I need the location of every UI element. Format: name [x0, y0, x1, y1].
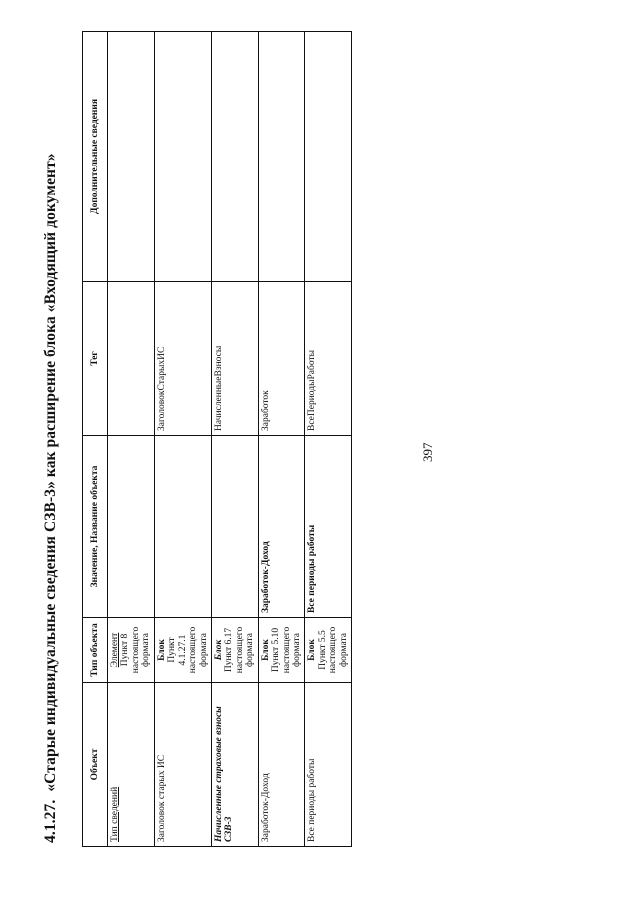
cell-object	[108, 683, 155, 847]
cell-additional	[108, 32, 155, 282]
cell-value	[154, 436, 211, 618]
type-kind: Блок	[260, 639, 271, 661]
cell-additional	[211, 32, 258, 282]
table-row	[154, 32, 211, 847]
cell-tag: ВсеПериодыРаботы	[305, 282, 352, 436]
cell-type	[211, 618, 258, 683]
cell-value: Все периоды работы	[305, 436, 352, 618]
cell-type	[305, 618, 352, 683]
cell-additional	[154, 32, 211, 282]
cell-object: Начисленные страховые взносы СЗВ-3	[211, 683, 258, 847]
table-header-row	[83, 32, 108, 847]
type-kind: Блок	[213, 639, 224, 661]
type-kind: Элемент	[110, 632, 120, 668]
type-kind: Блок	[307, 639, 318, 661]
cell-object: Заголовок старых ИС	[154, 683, 211, 847]
header-object: Объект	[83, 683, 108, 847]
cell-tag: Заработок	[258, 282, 305, 436]
section-heading	[42, 153, 60, 843]
cell-additional	[258, 32, 305, 282]
cell-value	[108, 436, 155, 618]
cell-tag: НачисленныеВзносы	[211, 282, 258, 436]
cell-additional	[305, 32, 352, 282]
table-row	[305, 32, 352, 847]
table-row	[108, 32, 155, 847]
cell-object: Заработок-Доход	[258, 683, 305, 847]
header-type: Тип объекта	[83, 618, 108, 683]
type-ref: Пункт 5.5 настоящего формата	[317, 626, 349, 674]
type-kind: Блок	[156, 639, 167, 661]
cell-value	[211, 436, 258, 618]
header-value: Значение, Название объекта	[83, 436, 108, 618]
header-additional: Дополнительные сведения	[83, 32, 108, 282]
table-row	[258, 32, 305, 847]
type-ref: Пункт 5.10 настоящего формата	[271, 626, 302, 674]
cell-tag: ЗаголовокСтарыхИС	[154, 282, 211, 436]
table-row	[211, 32, 258, 847]
type-ref: Пункт 4.1.27.1 настоящего формата	[167, 626, 209, 674]
cell-value: Заработок-Доход	[258, 436, 305, 618]
cell-type	[108, 618, 155, 683]
section-title: «Старые индивидуальные сведения СЗВ-3» как расширение блока «Входящий документ»	[42, 153, 59, 792]
cell-type	[258, 618, 305, 683]
page-number: 397	[420, 442, 435, 462]
objects-table	[82, 31, 352, 847]
section-number: 4.1.27.	[42, 799, 59, 843]
header-tag: Тег	[83, 282, 108, 436]
cell-tag	[108, 282, 155, 436]
type-ref: Пункт 6.17 настоящего формата	[224, 626, 256, 674]
object-name: Тип сведений	[110, 786, 120, 842]
type-ref: Пункт 8 настоящего формата	[120, 626, 152, 674]
cell-object: Все периоды работы	[305, 683, 352, 847]
cell-type	[154, 618, 211, 683]
